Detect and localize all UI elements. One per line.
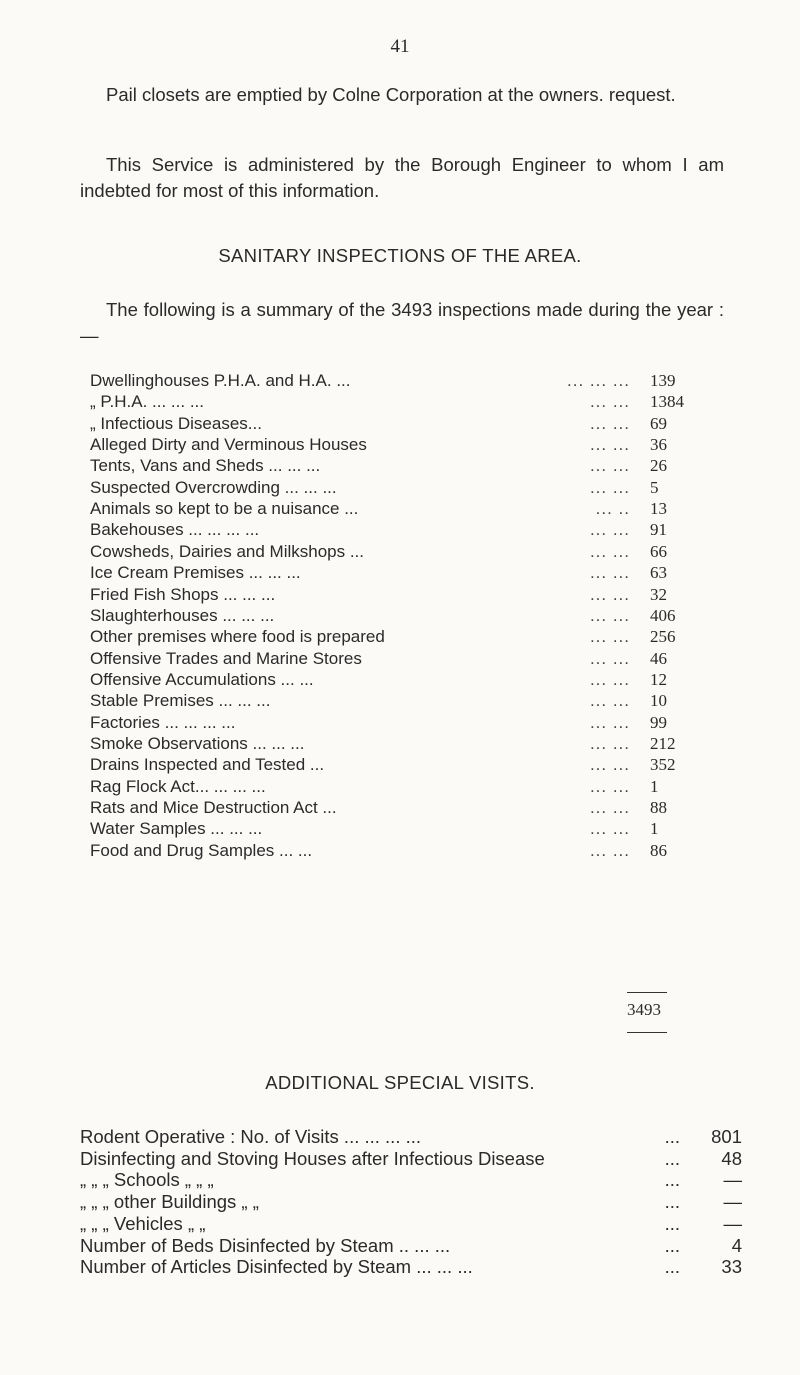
visit-leader-dots: ... [664, 1191, 680, 1213]
table-row [90, 712, 710, 734]
section-heading-additional: ADDITIONAL SPECIAL VISITS. [265, 1072, 535, 1093]
visit-row [80, 1254, 742, 1279]
row-label: Factories ... ... ... ... [90, 712, 236, 732]
visit-label: „ „ „ other Buildings „ „ [80, 1191, 259, 1213]
table-row [90, 733, 710, 755]
row-leader-dots: ... ... [589, 627, 630, 647]
row-label: Ice Cream Premises ... ... ... [90, 563, 301, 583]
row-count: 36 [650, 435, 667, 455]
visit-count: — [723, 1169, 742, 1191]
visit-label: Number of Beds Disinfected by Steam .. ... ... [80, 1234, 451, 1256]
paragraph-pail-closets-text: Pail closets are emptied by Colne Corporation at the owners. request. [106, 84, 676, 105]
row-leader-dots: ... ... [589, 456, 630, 476]
row-count: 406 [650, 605, 676, 625]
row-leader-dots: ... ... [589, 413, 630, 433]
table-row [90, 413, 710, 435]
table-row [90, 605, 710, 627]
row-leader-dots: ... ... [589, 435, 630, 455]
row-label: Tents, Vans and Sheds ... ... ... [90, 456, 321, 476]
page-number: 41 [390, 36, 410, 57]
row-leader-dots: ... ... [589, 541, 630, 561]
row-leader-dots: ... ... [589, 605, 630, 625]
table-row [90, 840, 710, 862]
row-count: 86 [650, 840, 667, 860]
row-leader-dots: ... ... [589, 520, 630, 540]
row-count: 99 [650, 712, 667, 732]
row-count: 212 [650, 733, 676, 753]
table-row [90, 584, 710, 606]
paragraph-pail-closets [80, 82, 724, 108]
table-row [90, 754, 710, 776]
visit-leader-dots: ... [664, 1256, 680, 1278]
row-count: 1384 [650, 392, 684, 412]
row-leader-dots: ... ... [589, 648, 630, 668]
row-count: 88 [650, 798, 667, 817]
table-row [90, 498, 710, 520]
row-label: Drains Inspected and Tested ... [90, 755, 325, 775]
row-label: Other premises where food is prepared [90, 627, 385, 647]
row-label: Stable Premises ... ... ... [90, 691, 271, 711]
row-label: Bakehouses ... ... ... ... [90, 520, 260, 540]
visit-label: Number of Articles Disinfected by Steam ... ... ... [80, 1256, 473, 1278]
row-count: 66 [650, 541, 667, 561]
row-count: 91 [650, 520, 667, 540]
row-leader-dots: ... ... [589, 776, 630, 796]
row-leader-dots: ... ... [589, 733, 630, 753]
row-count: 63 [650, 563, 667, 583]
row-leader-dots: ... ... [589, 819, 630, 839]
row-leader-dots: ... ... ... [567, 371, 630, 390]
row-leader-dots: ... ... [589, 584, 630, 604]
row-count: 32 [650, 584, 667, 604]
row-count: 69 [650, 413, 667, 433]
row-leader-dots: ... ... [589, 477, 630, 497]
row-label: Rats and Mice Destruction Act ... [90, 798, 337, 817]
row-leader-dots: ... ... [589, 798, 630, 817]
paragraph-summary [80, 297, 724, 349]
row-leader-dots: ... ... [589, 392, 630, 412]
row-leader-dots: ... ... [589, 840, 630, 860]
visit-count: 33 [721, 1256, 742, 1278]
row-label: Smoke Observations ... ... ... [90, 733, 305, 753]
table-row [90, 797, 710, 819]
table-row [90, 626, 710, 648]
row-count: 10 [650, 691, 667, 711]
visit-count: — [723, 1212, 742, 1234]
row-count: 26 [650, 456, 667, 476]
row-label: Suspected Overcrowding ... ... ... [90, 477, 337, 497]
visit-label: „ „ „ Schools „ „ „ [80, 1169, 214, 1191]
visit-label: Disinfecting and Stoving Houses after Infectious Disease [80, 1147, 545, 1169]
row-count: 5 [650, 477, 659, 497]
paragraph-service-text: This Service is administered by the Borough Engineer to whom I am indebted for most of this information. [80, 154, 724, 201]
row-count: 46 [650, 648, 667, 668]
row-label: Animals so kept to be a nuisance ... [90, 499, 359, 519]
row-label: „ P.H.A. ... ... ... [90, 392, 204, 412]
section-heading-inspections: SANITARY INSPECTIONS OF THE AREA. [218, 245, 582, 266]
table-row [90, 455, 710, 477]
table-row [90, 818, 710, 840]
table-row [90, 477, 710, 499]
row-label: „ Infectious Diseases... [90, 413, 262, 433]
table-row [90, 370, 710, 392]
visit-count: 4 [731, 1234, 742, 1256]
inspections-total: 3493 [627, 1000, 661, 1019]
row-label: Fried Fish Shops ... ... ... [90, 584, 276, 604]
row-count: 13 [650, 499, 667, 519]
row-label: Rag Flock Act... ... ... ... [90, 776, 266, 796]
total-rule-top [627, 992, 667, 993]
row-count: 1 [650, 776, 659, 796]
row-label: Cowsheds, Dairies and Milkshops ... [90, 541, 365, 561]
row-leader-dots: ... ... [589, 691, 630, 711]
row-label: Offensive Trades and Marine Stores [90, 648, 362, 668]
row-label: Water Samples ... ... ... [90, 819, 263, 839]
row-leader-dots: ... ... [589, 563, 630, 583]
row-leader-dots: ... .. [595, 499, 630, 519]
paragraph-service [80, 152, 724, 204]
row-label: Slaughterhouses ... ... ... [90, 605, 275, 625]
visit-leader-dots: ... [664, 1234, 680, 1256]
row-leader-dots: ... ... [589, 755, 630, 775]
table-row [90, 541, 710, 563]
row-count: 1 [650, 819, 659, 839]
visit-leader-dots: ... [664, 1126, 680, 1147]
visit-leader-dots: ... [664, 1212, 680, 1234]
row-leader-dots: ... ... [589, 669, 630, 689]
table-row [90, 648, 710, 670]
row-label: Dwellinghouses P.H.A. and H.A. ... [90, 371, 351, 390]
row-count: 352 [650, 755, 676, 775]
table-row [90, 669, 710, 691]
table-row [90, 519, 710, 541]
table-row [90, 562, 710, 584]
row-label: Food and Drug Samples ... ... [90, 840, 313, 860]
table-row [90, 776, 710, 798]
visit-count: 48 [721, 1147, 742, 1169]
paragraph-summary-text: The following is a summary of the 3493 inspections made during the year :— [80, 299, 724, 346]
row-count: 256 [650, 627, 676, 647]
table-row [90, 434, 710, 456]
visit-leader-dots: ... [664, 1169, 680, 1191]
visit-label: Rodent Operative : No. of Visits ... ... ... ... [80, 1126, 422, 1147]
table-row [90, 391, 710, 413]
row-label: Offensive Accumulations ... ... [90, 669, 314, 689]
row-label: Alleged Dirty and Verminous Houses [90, 435, 367, 455]
row-leader-dots: ... ... [589, 712, 630, 732]
total-rule-bottom [627, 1032, 667, 1033]
row-count: 139 [650, 371, 676, 390]
table-row [90, 690, 710, 712]
visit-leader-dots: ... [664, 1147, 680, 1169]
visit-label: „ „ „ Vehicles „ „ [80, 1212, 206, 1234]
visit-count: — [723, 1191, 742, 1213]
row-count: 12 [650, 669, 667, 689]
visit-count: 801 [711, 1126, 742, 1147]
